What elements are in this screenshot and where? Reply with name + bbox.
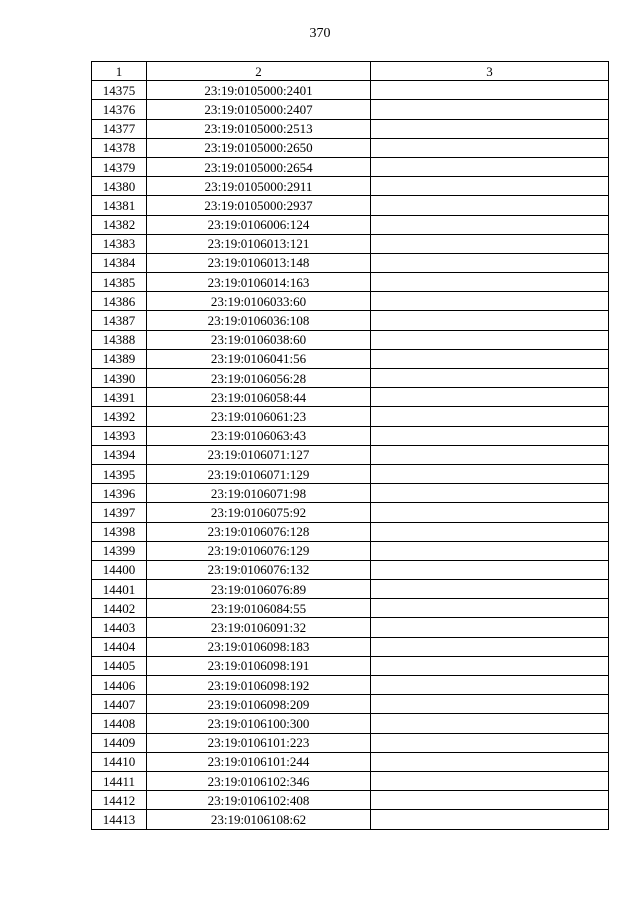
row-number-cell: 14403 bbox=[92, 618, 147, 637]
row-number-cell: 14377 bbox=[92, 119, 147, 138]
cadastral-number-cell: 23:19:0106084:55 bbox=[147, 599, 371, 618]
row-number-cell: 14400 bbox=[92, 560, 147, 579]
cadastral-number-cell: 23:19:0106076:128 bbox=[147, 522, 371, 541]
table-row bbox=[92, 791, 609, 810]
table-row bbox=[92, 253, 609, 272]
cadastral-number-cell: 23:19:0106108:62 bbox=[147, 810, 371, 829]
table-row bbox=[92, 733, 609, 752]
row-number-cell: 14380 bbox=[92, 177, 147, 196]
column-header-3: 3 bbox=[371, 62, 609, 81]
note-cell bbox=[371, 656, 609, 675]
header-row bbox=[92, 62, 609, 81]
table-row bbox=[92, 656, 609, 675]
note-cell bbox=[371, 138, 609, 157]
row-number-cell: 14412 bbox=[92, 791, 147, 810]
note-cell bbox=[371, 157, 609, 176]
table-row bbox=[92, 464, 609, 483]
table-row bbox=[92, 119, 609, 138]
note-cell bbox=[371, 541, 609, 560]
note-cell bbox=[371, 349, 609, 368]
row-number-cell: 14392 bbox=[92, 407, 147, 426]
cadastral-number-cell: 23:19:0106013:148 bbox=[147, 253, 371, 272]
note-cell bbox=[371, 253, 609, 272]
row-number-cell: 14409 bbox=[92, 733, 147, 752]
note-cell bbox=[371, 599, 609, 618]
cadastral-number-cell: 23:19:0106058:44 bbox=[147, 388, 371, 407]
note-cell bbox=[371, 81, 609, 100]
note-cell bbox=[371, 714, 609, 733]
cadastral-number-cell: 23:19:0106098:209 bbox=[147, 695, 371, 714]
note-cell bbox=[371, 791, 609, 810]
row-number-cell: 14397 bbox=[92, 503, 147, 522]
table-row bbox=[92, 426, 609, 445]
cadastral-number-cell: 23:19:0106100:300 bbox=[147, 714, 371, 733]
cadastral-number-cell: 23:19:0105000:2911 bbox=[147, 177, 371, 196]
row-number-cell: 14401 bbox=[92, 580, 147, 599]
row-number-cell: 14384 bbox=[92, 253, 147, 272]
cadastral-number-cell: 23:19:0106102:346 bbox=[147, 771, 371, 790]
table-row bbox=[92, 330, 609, 349]
table-body bbox=[92, 81, 609, 829]
row-number-cell: 14383 bbox=[92, 234, 147, 253]
cadastral-number-cell: 23:19:0106014:163 bbox=[147, 273, 371, 292]
cadastral-number-cell: 23:19:0106013:121 bbox=[147, 234, 371, 253]
table-row bbox=[92, 234, 609, 253]
note-cell bbox=[371, 733, 609, 752]
note-cell bbox=[371, 503, 609, 522]
row-number-cell: 14394 bbox=[92, 445, 147, 464]
table-row bbox=[92, 311, 609, 330]
page-number: 370 bbox=[309, 26, 331, 41]
cadastral-number-cell: 23:19:0106098:183 bbox=[147, 637, 371, 656]
row-number-cell: 14408 bbox=[92, 714, 147, 733]
cadastral-number-cell: 23:19:0106091:32 bbox=[147, 618, 371, 637]
table-row bbox=[92, 618, 609, 637]
table-row bbox=[92, 637, 609, 656]
note-cell bbox=[371, 407, 609, 426]
table-row bbox=[92, 580, 609, 599]
note-cell bbox=[371, 311, 609, 330]
cadastral-number-cell: 23:19:0105000:2937 bbox=[147, 196, 371, 215]
note-cell bbox=[371, 330, 609, 349]
table-row bbox=[92, 388, 609, 407]
column-header-2: 2 bbox=[147, 62, 371, 81]
table-row bbox=[92, 196, 609, 215]
cadastral-number-cell: 23:19:0105000:2407 bbox=[147, 100, 371, 119]
cadastral-number-cell: 23:19:0106063:43 bbox=[147, 426, 371, 445]
table-row bbox=[92, 273, 609, 292]
note-cell bbox=[371, 445, 609, 464]
note-cell bbox=[371, 560, 609, 579]
table-row bbox=[92, 695, 609, 714]
cadastral-number-cell: 23:19:0106098:191 bbox=[147, 656, 371, 675]
cadastral-number-cell: 23:19:0106071:127 bbox=[147, 445, 371, 464]
cadastral-number-cell: 23:19:0106056:28 bbox=[147, 369, 371, 388]
row-number-cell: 14391 bbox=[92, 388, 147, 407]
table-header bbox=[92, 62, 609, 81]
cadastral-number-cell: 23:19:0106076:132 bbox=[147, 560, 371, 579]
cadastral-number-cell: 23:19:0105000:2401 bbox=[147, 81, 371, 100]
table-row bbox=[92, 599, 609, 618]
cadastral-number-cell: 23:19:0106098:192 bbox=[147, 676, 371, 695]
table-row bbox=[92, 100, 609, 119]
note-cell bbox=[371, 292, 609, 311]
table-row bbox=[92, 292, 609, 311]
cadastral-number-cell: 23:19:0106101:223 bbox=[147, 733, 371, 752]
note-cell bbox=[371, 637, 609, 656]
note-cell bbox=[371, 464, 609, 483]
cadastral-number-cell: 23:19:0106076:129 bbox=[147, 541, 371, 560]
row-number-cell: 14389 bbox=[92, 349, 147, 368]
row-number-cell: 14402 bbox=[92, 599, 147, 618]
note-cell bbox=[371, 177, 609, 196]
row-number-cell: 14405 bbox=[92, 656, 147, 675]
note-cell bbox=[371, 100, 609, 119]
cadastral-number-cell: 23:19:0105000:2654 bbox=[147, 157, 371, 176]
table-row bbox=[92, 177, 609, 196]
note-cell bbox=[371, 119, 609, 138]
cadastral-number-cell: 23:19:0106102:408 bbox=[147, 791, 371, 810]
note-cell bbox=[371, 695, 609, 714]
row-number-cell: 14406 bbox=[92, 676, 147, 695]
note-cell bbox=[371, 426, 609, 445]
note-cell bbox=[371, 369, 609, 388]
row-number-cell: 14404 bbox=[92, 637, 147, 656]
row-number-cell: 14385 bbox=[92, 273, 147, 292]
row-number-cell: 14388 bbox=[92, 330, 147, 349]
note-cell bbox=[371, 273, 609, 292]
cadastral-number-cell: 23:19:0105000:2650 bbox=[147, 138, 371, 157]
note-cell bbox=[371, 752, 609, 771]
cadastral-number-cell: 23:19:0105000:2513 bbox=[147, 119, 371, 138]
cadastral-number-cell: 23:19:0106061:23 bbox=[147, 407, 371, 426]
note-cell bbox=[371, 522, 609, 541]
row-number-cell: 14395 bbox=[92, 464, 147, 483]
row-number-cell: 14410 bbox=[92, 752, 147, 771]
table-row bbox=[92, 445, 609, 464]
note-cell bbox=[371, 388, 609, 407]
table-row bbox=[92, 503, 609, 522]
note-cell bbox=[371, 484, 609, 503]
table-row bbox=[92, 81, 609, 100]
cadastral-number-cell: 23:19:0106038:60 bbox=[147, 330, 371, 349]
table-row bbox=[92, 138, 609, 157]
row-number-cell: 14387 bbox=[92, 311, 147, 330]
note-cell bbox=[371, 771, 609, 790]
table-row bbox=[92, 369, 609, 388]
row-number-cell: 14381 bbox=[92, 196, 147, 215]
cadastral-number-cell: 23:19:0106036:108 bbox=[147, 311, 371, 330]
note-cell bbox=[371, 618, 609, 637]
table-row bbox=[92, 407, 609, 426]
table-row bbox=[92, 157, 609, 176]
cadastral-number-cell: 23:19:0106075:92 bbox=[147, 503, 371, 522]
row-number-cell: 14399 bbox=[92, 541, 147, 560]
table-row bbox=[92, 752, 609, 771]
row-number-cell: 14379 bbox=[92, 157, 147, 176]
table-row bbox=[92, 541, 609, 560]
row-number-cell: 14382 bbox=[92, 215, 147, 234]
row-number-cell: 14390 bbox=[92, 369, 147, 388]
table-row bbox=[92, 484, 609, 503]
cadastral-number-cell: 23:19:0106101:244 bbox=[147, 752, 371, 771]
row-number-cell: 14386 bbox=[92, 292, 147, 311]
row-number-cell: 14413 bbox=[92, 810, 147, 829]
note-cell bbox=[371, 196, 609, 215]
cadastral-number-cell: 23:19:0106076:89 bbox=[147, 580, 371, 599]
column-header-1: 1 bbox=[92, 62, 147, 81]
row-number-cell: 14378 bbox=[92, 138, 147, 157]
cadastral-table bbox=[91, 61, 609, 830]
table-row bbox=[92, 349, 609, 368]
note-cell bbox=[371, 580, 609, 599]
table-row bbox=[92, 560, 609, 579]
row-number-cell: 14396 bbox=[92, 484, 147, 503]
row-number-cell: 14398 bbox=[92, 522, 147, 541]
row-number-cell: 14376 bbox=[92, 100, 147, 119]
table-row bbox=[92, 714, 609, 733]
table-row bbox=[92, 522, 609, 541]
row-number-cell: 14407 bbox=[92, 695, 147, 714]
note-cell bbox=[371, 215, 609, 234]
table-row bbox=[92, 215, 609, 234]
cadastral-number-cell: 23:19:0106071:129 bbox=[147, 464, 371, 483]
cadastral-number-cell: 23:19:0106041:56 bbox=[147, 349, 371, 368]
row-number-cell: 14411 bbox=[92, 771, 147, 790]
table-row bbox=[92, 676, 609, 695]
row-number-cell: 14393 bbox=[92, 426, 147, 445]
table-row bbox=[92, 810, 609, 829]
note-cell bbox=[371, 234, 609, 253]
cadastral-number-cell: 23:19:0106033:60 bbox=[147, 292, 371, 311]
table-row bbox=[92, 771, 609, 790]
cadastral-number-cell: 23:19:0106006:124 bbox=[147, 215, 371, 234]
cadastral-number-cell: 23:19:0106071:98 bbox=[147, 484, 371, 503]
note-cell bbox=[371, 676, 609, 695]
note-cell bbox=[371, 810, 609, 829]
row-number-cell: 14375 bbox=[92, 81, 147, 100]
